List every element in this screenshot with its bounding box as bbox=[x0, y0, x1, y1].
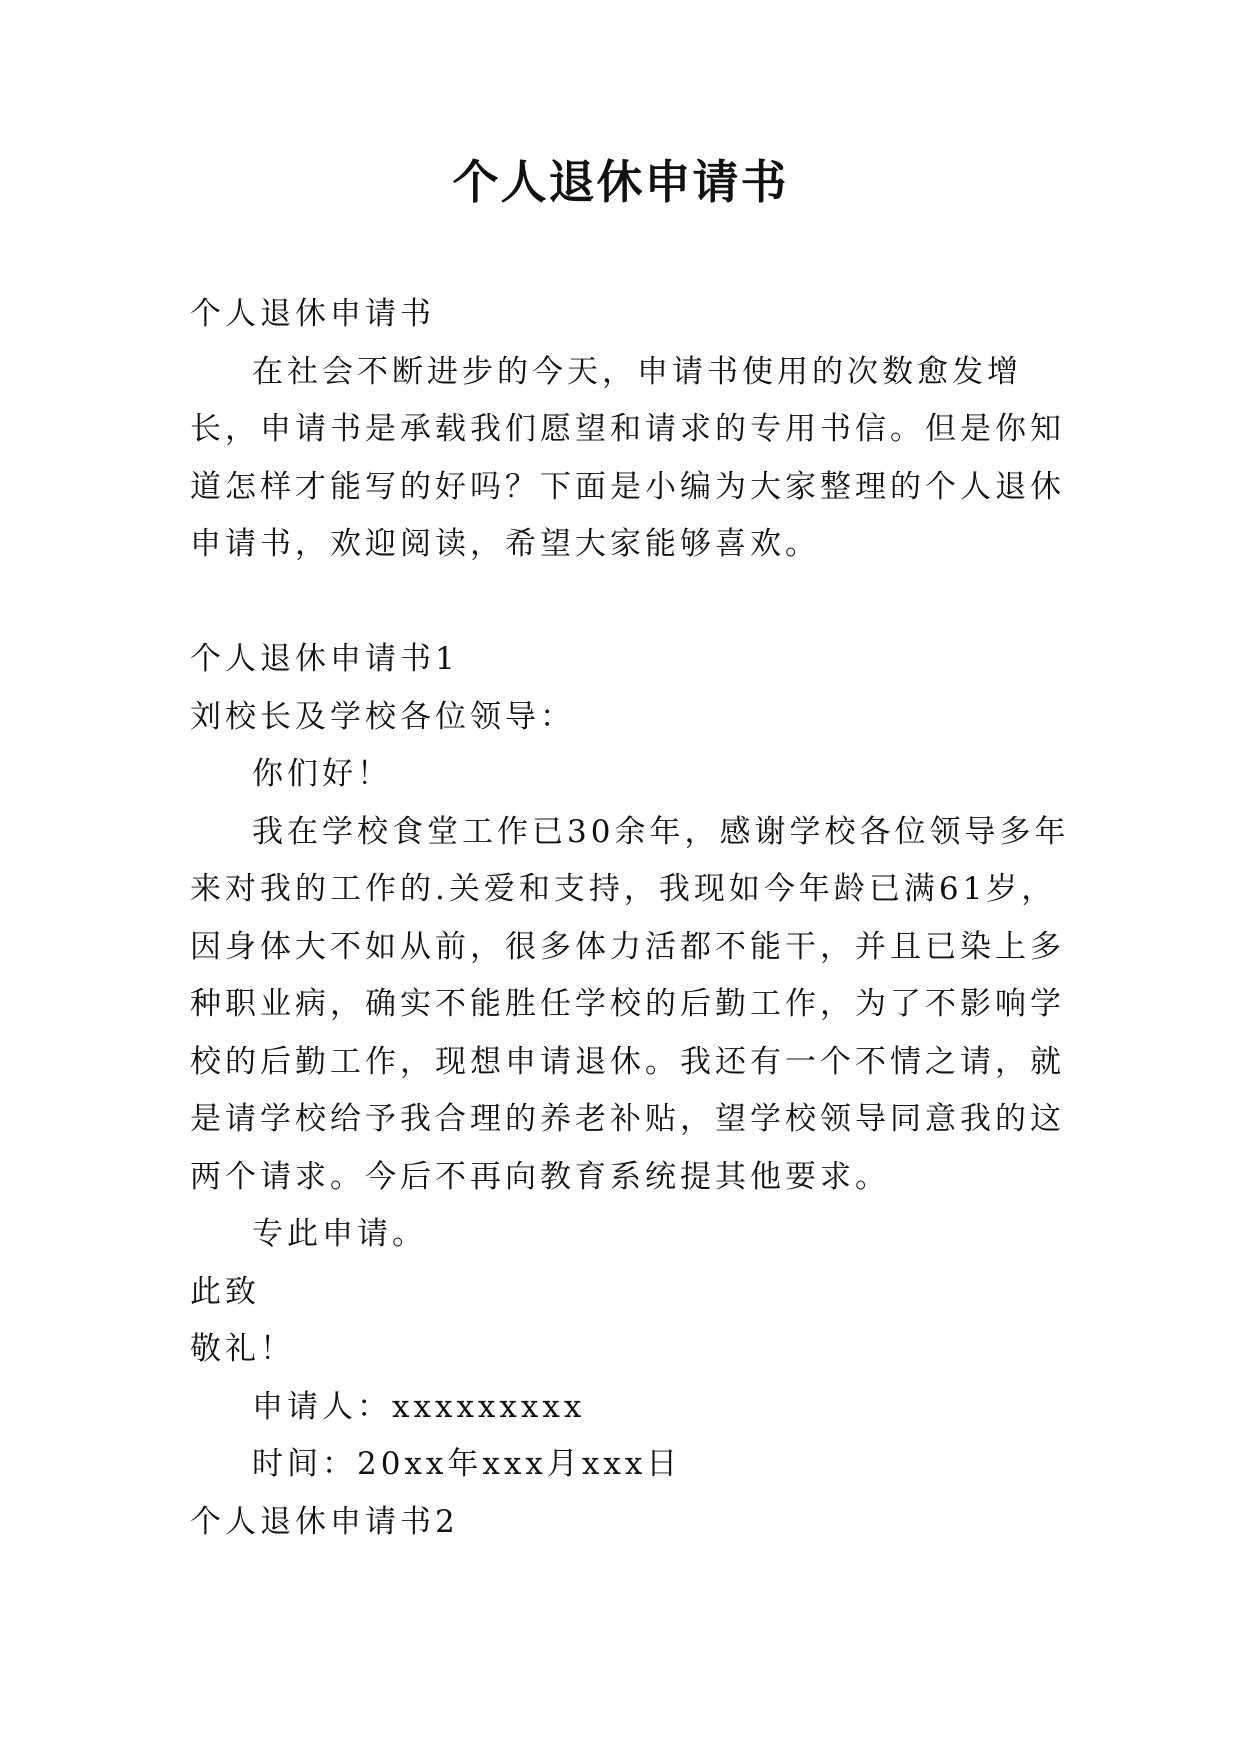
closing-line-1: 此致 bbox=[190, 1273, 260, 1310]
document-body bbox=[190, 286, 1070, 1551]
salutation: 刘校长及学校各位领导： bbox=[190, 698, 575, 735]
intro-paragraph: 在社会不断进步的今天，申请书使用的次数愈发增长，申请书是承载我们愿望和请求的专用书信。但是你知道怎样才能写的好吗？下面是小编为大家整理的个人退休申请书，欢迎阅读，希望大家能够喜欢。 bbox=[190, 353, 1065, 562]
body-paragraph: 我在学校食堂工作已30余年，感谢学校各位领导多年来对我的工作的.关爱和支持，我现如今年龄已满61岁，因身体大不如从前，很多体力活都不能干，并且已染上多种职业病，确实不能胜任学校的后勤工作，为了不影响学校的后勤工作，现想申请退休。我还有一个不情之请，就是请学校给予我合理的养老补贴，望学校领导同意我的这两个请求。今后不再向教育系统提其他要求。 bbox=[190, 813, 1070, 1195]
section-heading-1: 个人退休申请书1 bbox=[190, 641, 459, 677]
greeting: 你们好！ bbox=[252, 756, 392, 792]
intro-heading: 个人退休申请书 bbox=[190, 296, 435, 332]
date-line: 时间：20xx年xxx月xxx日 bbox=[252, 1446, 682, 1482]
applicant-line: 申请人：xxxxxxxxx bbox=[252, 1388, 586, 1425]
blank-line bbox=[190, 574, 1070, 632]
section-heading-2: 个人退休申请书2 bbox=[190, 1503, 459, 1540]
document-title: 个人退休申请书 bbox=[452, 155, 789, 209]
closing-request: 专此申请。 bbox=[252, 1216, 427, 1252]
closing-line-2: 敬礼！ bbox=[190, 1331, 295, 1367]
